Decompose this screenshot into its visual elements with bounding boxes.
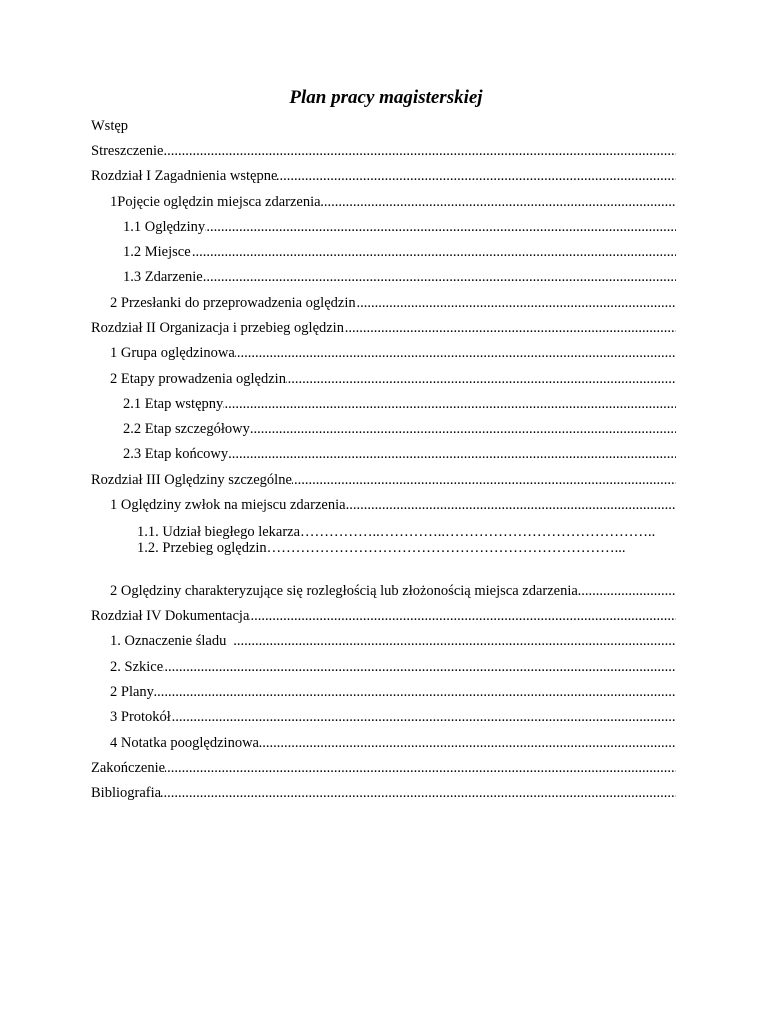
toc-entry	[110, 733, 676, 753]
toc-entry	[91, 758, 676, 778]
toc-entry	[123, 419, 676, 439]
toc-entry-label: 2 Plany	[110, 684, 154, 700]
toc-entry-label: 2 Etapy prowadzenia oględzin	[110, 371, 286, 387]
toc-entry-label: Bibliografia	[91, 785, 162, 801]
toc-entry-label: 1 Grupa oględzinowa	[110, 345, 235, 361]
toc-leader-dots	[123, 242, 676, 262]
toc-entry-label: 4 Notatka pooględzinowa	[110, 735, 259, 751]
toc-entry-label: 2. Szkice	[110, 659, 164, 675]
toc-entry-label: 2.1 Etap wstępny	[123, 396, 224, 412]
toc-entry-label: Rozdział III Oględziny szczególne	[91, 472, 292, 488]
toc-entry-label: 2 Oględziny charakteryzujące się rozległością lub złożonością miejsca zdarzenia	[110, 583, 578, 599]
toc-entry-label: Rozdział I Zagadnienia wstępne	[91, 168, 278, 184]
toc-entry	[91, 141, 676, 161]
toc-entry	[91, 116, 676, 136]
document-title: Plan pracy magisterskiej	[289, 87, 483, 108]
toc-leader-dots	[110, 682, 676, 702]
toc-entry-label: 1Pojęcie oględzin miejsca zdarzenia	[110, 194, 321, 210]
toc-entry	[123, 217, 676, 237]
toc-entry	[110, 682, 676, 702]
toc-entry	[110, 581, 676, 601]
toc-leader-dots	[91, 758, 676, 778]
toc-leader-dots	[123, 267, 676, 287]
toc-entry-label: Rozdział IV Dokumentacja	[91, 608, 250, 624]
toc-entry	[110, 631, 676, 651]
toc-entry-label: Wstęp	[91, 118, 129, 134]
toc-entry-label: 1 Oględziny zwłok na miejscu zdarzenia	[110, 497, 346, 513]
toc-entry	[110, 707, 676, 727]
toc-entry	[110, 293, 676, 313]
toc-entry-label: 1.3 Zdarzenie	[123, 269, 203, 285]
toc-entry-label: Streszczenie	[91, 143, 164, 159]
toc-leader-dots	[91, 141, 676, 161]
toc-entry	[123, 242, 676, 262]
toc-subentry: 1.1. Udział biegłego lekarza……………..…………..……………………………………..	[137, 524, 656, 540]
toc-entry	[110, 657, 676, 677]
toc-entry-label: 1.1 Oględziny	[123, 219, 206, 235]
toc-subentry: 1.2. Przebieg oględzin………………………………………………………………...	[137, 540, 626, 556]
toc-entry	[91, 318, 676, 338]
toc-entry-label: 1.2 Miejsce	[123, 244, 191, 260]
toc-entry	[110, 495, 676, 515]
toc-entry-label: 2.3 Etap końcowy	[123, 446, 229, 462]
toc-entry-label: 1. Oznaczenie śladu	[110, 633, 234, 649]
toc-leader-dots	[110, 657, 676, 677]
toc-entry	[123, 444, 676, 464]
toc-entry-label: 2 Przesłanki do przeprowadzenia oględzin	[110, 295, 356, 311]
toc-leader-dots	[123, 217, 676, 237]
toc-entry	[91, 166, 676, 186]
toc-entry	[91, 783, 676, 803]
toc-leader-dots	[110, 707, 676, 727]
toc-entry	[110, 343, 676, 363]
toc-entry	[123, 394, 676, 414]
toc-entry-label: 2.2 Etap szczegółowy	[123, 421, 250, 437]
toc-entry-label: 3 Protokół	[110, 709, 171, 725]
toc-entry	[110, 369, 676, 389]
toc-entry-label: Rozdział II Organizacja i przebieg oględzin	[91, 320, 344, 336]
toc-entry	[91, 606, 676, 626]
toc-leader-dots	[91, 783, 676, 803]
toc-entry-label: Zakończenie	[91, 760, 166, 776]
toc-entry	[110, 192, 676, 212]
toc-entry	[123, 267, 676, 287]
toc-entry	[91, 470, 676, 490]
